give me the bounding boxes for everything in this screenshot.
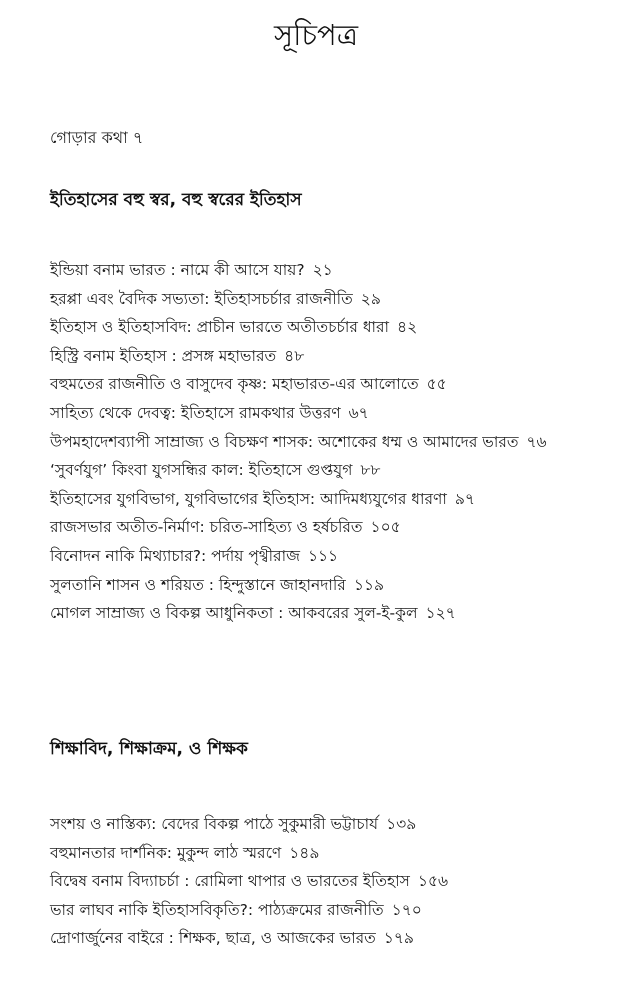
toc-entry xyxy=(50,456,620,485)
entry-page-number: ১১১ xyxy=(307,546,339,565)
toc-entry xyxy=(50,285,620,314)
entry-page-number: ২৯ xyxy=(360,289,381,308)
entry-page-number: ১৭০ xyxy=(391,900,422,919)
entry-title: ইতিহাস ও ইতিহাসবিদ: প্রাচীন ভারতে অতীতচর্চার ধারা xyxy=(50,318,390,337)
entry-page-number: ৯৭ xyxy=(454,489,476,508)
entry-title: ভার লাঘব নাকি ইতিহাসবিকৃতি?: পাঠ্যক্রমের রাজনীতি xyxy=(50,900,384,919)
toc-entry xyxy=(50,924,620,953)
entry-page-number: ১২৭ xyxy=(425,604,456,623)
toc-entry xyxy=(50,839,620,868)
entry-page-number: ১৫৬ xyxy=(417,872,449,891)
entry-title: সাহিত্য থেকে দেবত্ব: ইতিহাসে রামকথার উত্তরণ xyxy=(50,403,341,422)
toc-entry xyxy=(50,399,620,428)
preface-entry xyxy=(50,124,143,152)
toc-entry xyxy=(50,810,620,839)
entry-title: হিস্ট্রি বনাম ইতিহাস : প্রসঙ্গ মহাভারত xyxy=(50,346,277,365)
entry-page-number: ২১ xyxy=(312,261,333,279)
entry-page-number: ৬৭ xyxy=(348,403,369,422)
entry-title: বহুমানতার দার্শনিক: মুকুন্দ লাঠ স্মরণে xyxy=(50,843,282,862)
toc-entry xyxy=(50,370,620,399)
toc-entry xyxy=(50,867,620,896)
toc-entry xyxy=(50,342,620,371)
entry-page-number: ৫৫ xyxy=(426,375,447,394)
entry-title: ইন্ডিয়া বনাম ভারত : নামে কী আসে যায়? xyxy=(50,261,305,279)
entry-title: বহুমতের রাজনীতি ও বাসুদেব কৃষ্ণ: মহাভারত-এর আলোতে xyxy=(50,375,419,394)
page-title: সূচিপত্র xyxy=(273,18,359,52)
entry-page-number: ১৪৯ xyxy=(289,843,320,862)
entry-page-number: ৪৮ xyxy=(284,346,305,365)
entry-title: ইতিহাসের যুগবিভাগ, যুগবিভাগের ইতিহাস: আদিমধ্যযুগের ধারণা xyxy=(50,489,447,508)
toc-entry xyxy=(50,513,620,542)
toc-entry xyxy=(50,485,620,514)
entry-page-number: ১৭৯ xyxy=(383,929,414,948)
preface-label: গোড়ার কথা xyxy=(50,128,128,147)
entry-title: বিনোদন নাকি মিথ্যাচার?: পর্দায় পৃথ্বীরাজ xyxy=(50,546,300,565)
toc-entry xyxy=(50,896,620,925)
entry-title: দ্রোণার্জুনের বাইরে : শিক্ষক, ছাত্র, ও আজকের ভারত xyxy=(50,929,376,948)
entry-title: রাজসভার অতীত-নির্মাণ: চরিত-সাহিত্য ও হর্ষচরিত xyxy=(50,518,363,537)
entry-page-number: ৪২ xyxy=(397,318,418,337)
toc-entry xyxy=(50,542,620,571)
toc-entry xyxy=(50,571,620,600)
entry-title: সংশয় ও নাস্তিক্য: বেদের বিকল্প পাঠে সুকুমারী ভট্টাচার্য xyxy=(50,815,379,833)
section-entries-history xyxy=(50,256,620,628)
entry-page-number: ৮৮ xyxy=(360,461,381,480)
entry-title: সুলতানি শাসন ও শরিয়ত : হিন্দুস্তানে জাহানদারি xyxy=(50,575,346,594)
entry-page-number: ১১৯ xyxy=(353,575,385,594)
entry-page-number: ১৩৯ xyxy=(386,815,417,833)
entry-title: হরপ্পা এবং বৈদিক সভ্যতা: ইতিহাসচর্চার রাজনীতি xyxy=(50,289,353,308)
entry-page-number: ১০৫ xyxy=(370,518,401,537)
entry-title: বিদ্বেষ বনাম বিদ্যাচর্চা : রোমিলা থাপার ও ভারতের ইতিহাস xyxy=(50,872,410,891)
preface-page-number: ৭ xyxy=(132,128,144,147)
entry-page-number: ৭৬ xyxy=(526,432,547,451)
section-heading-education: শিক্ষাবিদ, শিক্ষাক্রম, ও শিক্ষক xyxy=(50,739,248,759)
entry-title: উপমহাদেশব্যাপী সাম্রাজ্য ও বিচক্ষণ শাসক: অশোকের ধম্ম ও আমাদের ভারত xyxy=(50,432,519,451)
toc-entry xyxy=(50,428,620,457)
section-entries-education xyxy=(50,810,620,953)
section-heading-history: ইতিহাসের বহু স্বর, বহু স্বরের ইতিহাস xyxy=(50,190,302,210)
toc-entry xyxy=(50,256,620,285)
toc-entry xyxy=(50,599,620,628)
entry-title: মোগল সাম্রাজ্য ও বিকল্প আধুনিকতা : আকবরের সুল-ই-কুল xyxy=(50,604,418,623)
toc-entry xyxy=(50,313,620,342)
entry-title: ‘সুবর্ণযুগ’ কিংবা যুগসন্ধির কাল: ইতিহাসে গুপ্তযুগ xyxy=(50,461,353,480)
